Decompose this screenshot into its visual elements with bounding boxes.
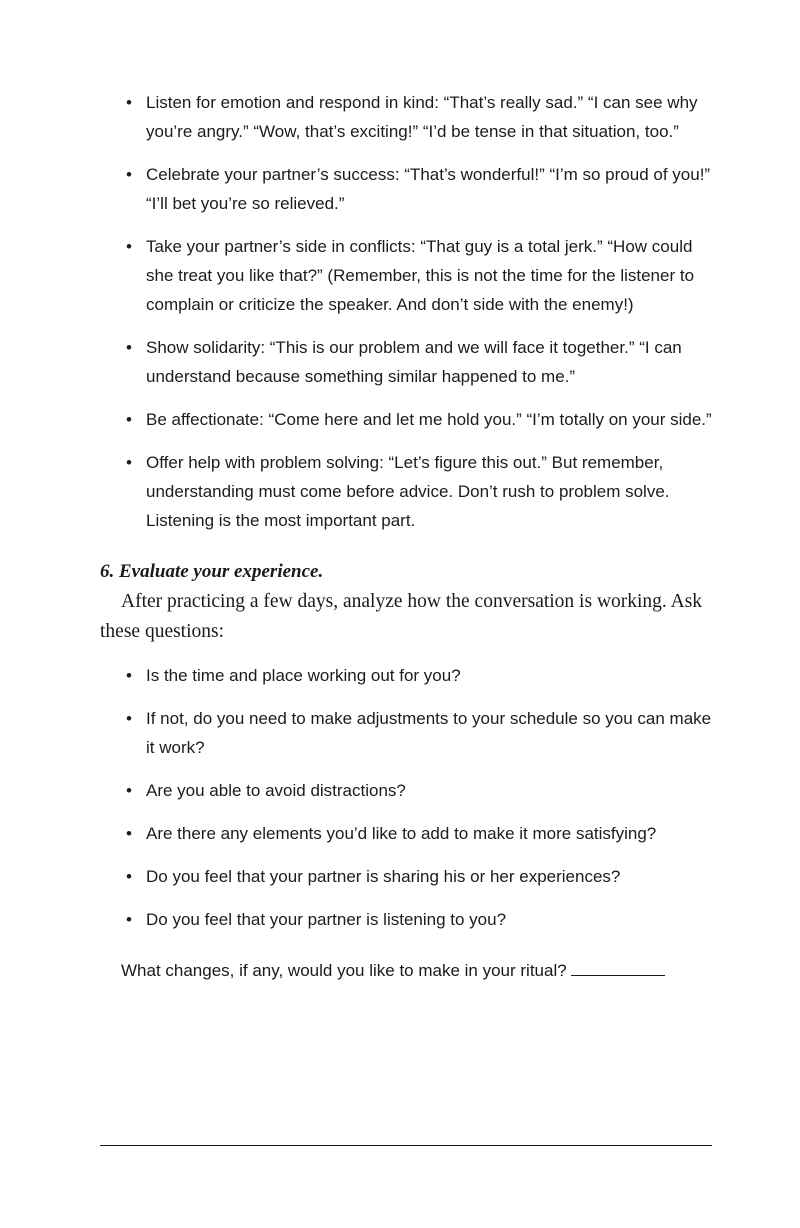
footer-rule [100,1145,712,1146]
list-item-text: Is the time and place working out for you? [146,666,461,685]
list-item-text: Are there any elements you’d like to add to make it more satisfying? [146,824,657,843]
list-item [100,405,712,434]
list-item-text: If not, do you need to make adjustments to your schedule so you can make it work? [146,709,712,757]
list-item [100,704,712,762]
list-item [100,661,712,690]
list-item-text: Show solidarity: “This is our problem and we will face it together.” “I can understand because something similar happened to me.” [146,338,682,386]
bullet-icon: • [126,824,132,843]
bullet-icon: • [126,867,132,886]
list-item-text: Do you feel that your partner is listening to you? [146,910,507,929]
bullet-icon: • [126,93,132,112]
bullet-icon: • [126,709,132,728]
evaluation-questions-list [100,661,712,934]
list-item-text: Be affectionate: “Come here and let me hold you.” “I’m totally on your side.” [146,410,712,429]
bullet-icon: • [126,453,132,472]
list-item [100,88,712,146]
section-heading: 6. Evaluate your experience. [100,561,324,582]
list-item-text: Do you feel that your partner is sharing his or her experiences? [146,867,621,886]
bullet-icon: • [126,165,132,184]
closing-question-text: What changes, if any, would you like to make in your ritual? [121,961,567,980]
list-item [100,905,712,934]
bullet-icon: • [126,410,132,429]
list-item-text: Are you able to avoid distractions? [146,781,406,800]
section-body: After practicing a few days, analyze how the conversation is working. Ask these questions: [100,591,703,642]
page-content [100,88,712,985]
list-item [100,819,712,848]
bullet-icon: • [126,910,132,929]
list-item-text: Offer help with problem solving: “Let’s figure this out.” But remember, understanding must come before advice. Don’t rush to problem solve. Listening is the most important part. [146,453,670,530]
bullet-icon: • [126,666,132,685]
list-item [100,776,712,805]
list-item [100,862,712,891]
list-item-text: Take your partner’s side in conflicts: “That guy is a total jerk.” “How could she treat you like that?” (Remember, this is not the time for the listener to complain or criticize the speaker. And don’t side with the enemy!) [146,237,695,314]
list-item [100,232,712,319]
list-item [100,160,712,218]
list-item [100,448,712,535]
support-responses-list [100,88,712,535]
list-item-text: Listen for emotion and respond in kind: “That’s really sad.” “I can see why you’re angry.” “Wow, that’s exciting!” “I’d be tense in that situation, too.” [146,93,698,141]
answer-blank-line[interactable] [571,958,665,976]
bullet-icon: • [126,237,132,256]
closing-question [100,956,712,985]
bullet-icon: • [126,781,132,800]
list-item-text: Celebrate your partner’s success: “That’s wonderful!” “I’m so proud of you!” “I’ll bet you’re so relieved.” [146,165,711,213]
list-item [100,333,712,391]
bullet-icon: • [126,338,132,357]
